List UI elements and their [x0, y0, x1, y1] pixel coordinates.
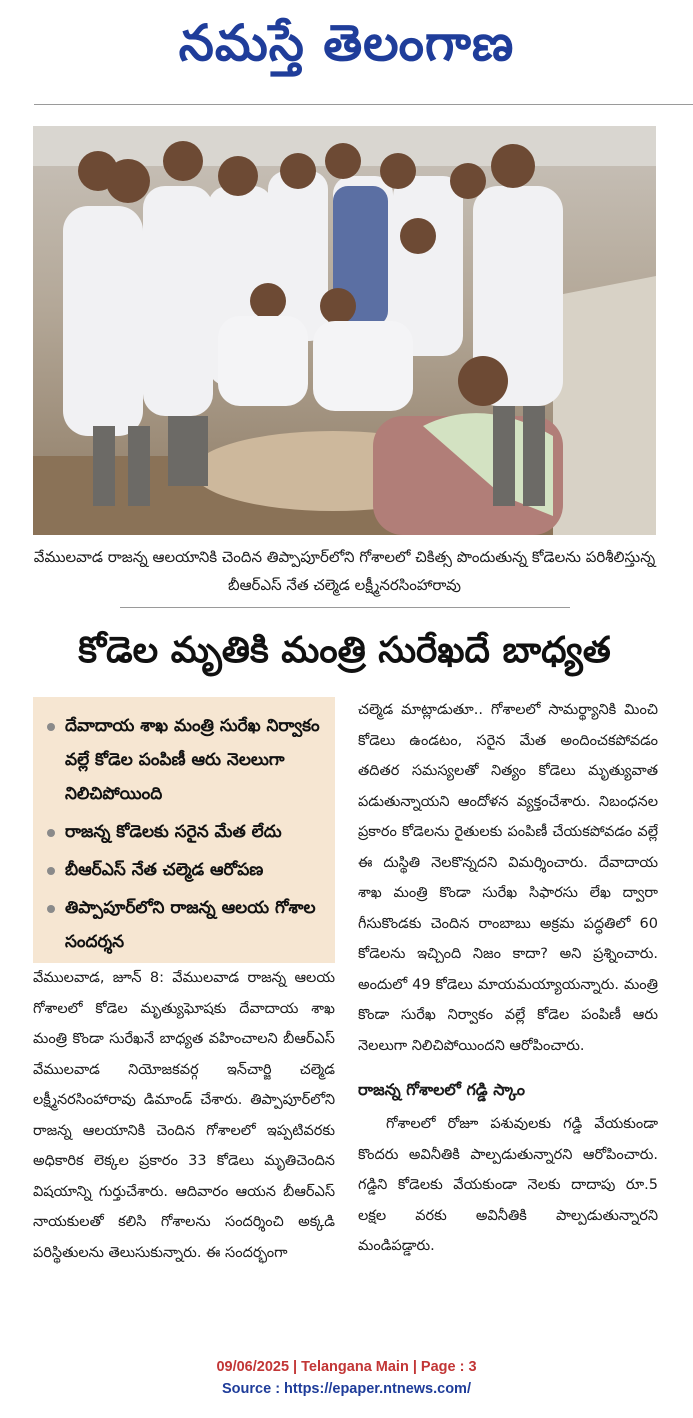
highlight-item — [47, 709, 325, 811]
article-column-right — [358, 695, 658, 1262]
bullet-icon — [47, 829, 55, 837]
highlight-text: రాజన్న కోడెలకు సరైన మేత లేదు — [65, 822, 282, 842]
article-column-left — [33, 963, 335, 1268]
bullet-icon — [47, 905, 55, 913]
bullet-icon — [47, 723, 55, 731]
highlight-text: తిప్పాపూర్‌లోని రాజన్న ఆలయ గోశాల సందర్శన — [65, 898, 316, 952]
news-photo — [33, 126, 656, 535]
footer-source-link[interactable]: Source : https://epaper.ntnews.com/ — [222, 1381, 471, 1397]
highlight-text: దేవాదాయ శాఖ మంత్రి సురేఖ నిర్వాకం వల్లే కోడెల పంపిణీ ఆరు నెలలుగా నిలిచిపోయింది — [65, 716, 320, 804]
article-paragraph: చల్మెడ మాట్లాడుతూ.. గోశాలలో సామర్థ్యానికి మించి కోడెలు ఉండటం, సరైన మేత అందించకపోవడం తదితర సమస్యలతో నిత్యం కోడెలు మృత్యువాత పడుతున్నాయని ఆందోళన వ్యక్తంచేశారు. నిబంధనల ప్రకారం కోడెలను రైతులకు పంపిణీ చేయకపోవడం వల్లే ఈ దుస్థితి నెలకొన్నదని విమర్శించారు. దేవాదాయ శాఖ మంత్రి కొండా సురేఖ సిఫారసు లేఖ ద్వారా గీసుకొండకు చెందిన రాంబాబు అక్రమ పద్ధతిలో 60 కోడెలను ఇచ్చింది నిజం కాదా? అని ప్రశ్నించారు. అందులో 49 కోడెలు మాయమయ్యాయన్నారు. మంత్రి కొండా సురేఖ నిర్వాకం వల్లే కోడెల పంపిణీ ఆరు నెలలుగా నిలిచిపోయిందని ఆరోపించారు. — [358, 702, 658, 1054]
highlight-item — [47, 891, 325, 959]
highlight-item — [47, 853, 325, 887]
newspaper-title: నమస్తే తెలంగాణ — [178, 13, 515, 72]
highlight-item — [47, 815, 325, 849]
article-paragraph: వేములవాడ, జూన్ 8: వేములవాడ రాజన్న ఆలయ గోశాలలో కోడెల మృత్యుఘోషకు దేవాదాయ శాఖ మంత్రి కొండా సురేఖనే బాధ్యత వహించాలని బీఆర్‌ఎస్ వేములవాడ నియోజకవర్గ ఇన్‌చార్జి చల్మెడ లక్ష్మీనరసింహారావు డిమాండ్ చేశారు. తిప్పాపూర్‌లోని రాజన్న ఆలయానికి చెందిన గోశాలలో ఇప్పటివరకు అధికారిక లెక్కల ప్రకారం 33 కోడెలు మృతిచెందిన విషయాన్ని గుర్తుచేశారు. ఆదివారం ఆయన బీఆర్‌ఎస్ నాయకులతో కలిసి గోశాలను సందర్శించి అక్కడి పరిస్థితులను తెలుసుకున్నారు. ఈ సందర్భంగా — [33, 970, 335, 1261]
highlights-box — [33, 697, 335, 963]
caption-divider — [120, 607, 570, 608]
footer-edition-info: 09/06/2025 | Telangana Main | Page : 3 — [216, 1359, 477, 1375]
headline: కోడెల మృతికి మంత్రి సురేఖదే బాధ్యత — [78, 630, 611, 671]
article-paragraph: గోశాలలో రోజూ పశువులకు గడ్డి వేయకుండా కొందరు అవినీతికి పాల్పడుతున్నారని ఆరోపించారు. గడ్డిని కోడెలకు వేయకుండా నెలకు దాదాపు రూ.5 లక్షల వరకు అవినీతికి పాల్పడుతున్నారని మండిపడ్డారు. — [358, 1116, 658, 1254]
bullet-icon — [47, 867, 55, 875]
photo-caption: వేములవాడ రాజన్న ఆలయానికి చెందిన తిప్పాపూర్‌లోని గోశాలలో చికిత్స పొందుతున్న కోడెలను పరిశీలిస్తున్న బీఆర్‌ఎస్ నేత చల్మెడ లక్ష్మీనరసింహారావు — [33, 548, 656, 594]
photo-image-icon — [33, 126, 656, 535]
article-subheading: రాజన్న గోశాలలో గడ్డి స్కాం — [358, 1080, 526, 1099]
masthead — [0, 0, 693, 100]
footer — [0, 1356, 693, 1400]
masthead-divider — [34, 104, 693, 105]
highlight-text: బీఆర్‌ఎస్ నేత చల్మెడ ఆరోపణ — [65, 860, 264, 880]
